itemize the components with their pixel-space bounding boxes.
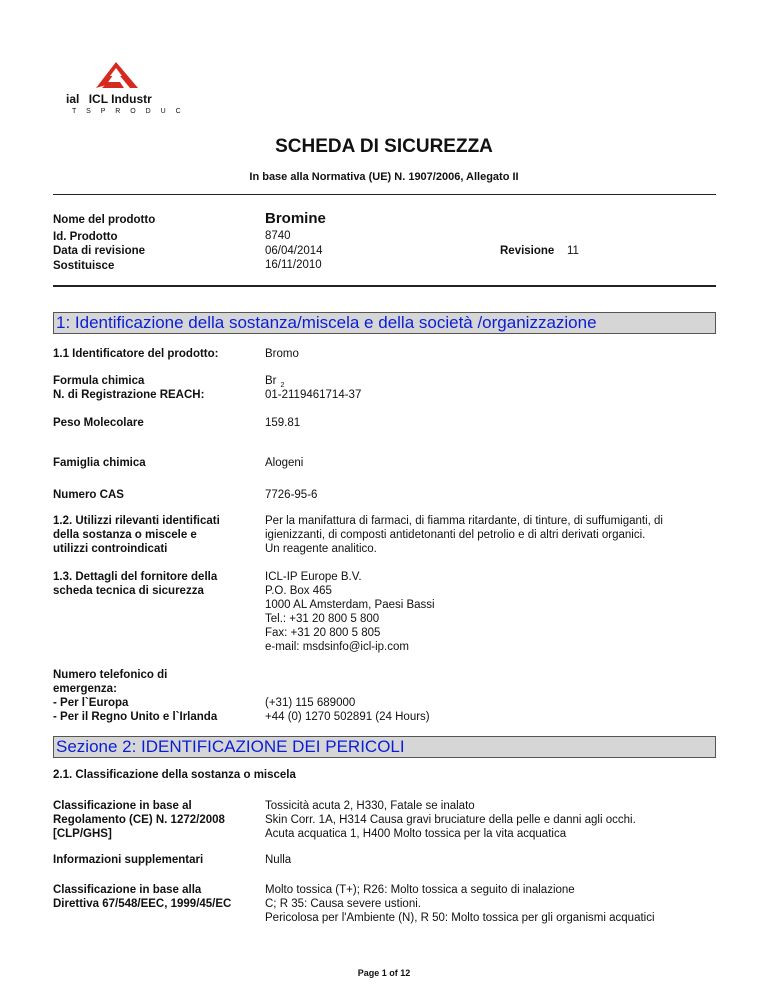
regulation-subtitle: In base alla Normativa (UE) N. 1907/2006, Allegato II [249, 171, 519, 183]
product-name-value: Bromine [265, 210, 326, 227]
clp-label [53, 799, 225, 841]
directive-label [53, 883, 231, 911]
supplier-label-line: scheda tecnica di sicurezza [53, 585, 204, 597]
divider [53, 194, 716, 195]
cas-label: Numero CAS [53, 489, 124, 501]
formula-subscript: 2 [280, 382, 285, 389]
uses-label-line: utilizzi controindicati [53, 543, 168, 555]
supplier-city: 1000 AL Amsterdam, Paesi Bassi [265, 599, 435, 611]
divider [53, 285, 716, 287]
section-1-heading: 1: Identificazione della sostanza/miscela e della società /organizzazione [53, 312, 716, 334]
page-of: of [389, 968, 398, 978]
revision-label: Revisione [500, 245, 555, 257]
supplier-value [265, 570, 435, 654]
extra-info-value: Nulla [265, 854, 292, 866]
reach-label: N. di Registrazione REACH: [53, 389, 205, 401]
logo-text-bottom: T S P R O D U C [72, 108, 185, 115]
emergency-label-europe: - Per l`Europa [53, 697, 129, 709]
directive-label-line: Direttiva 67/548/EEC, 1999/45/EC [53, 898, 232, 910]
supplier-label-line: 1.3. Dettagli del fornitore della [53, 571, 218, 583]
emergency-phone-uk: +44 (0) 1270 502891 (24 Hours) [265, 711, 430, 723]
emergency-label [53, 668, 217, 724]
family-value: Alogeni [265, 457, 304, 469]
revision-date-label: Data di revisione [53, 245, 146, 257]
emergency-label-uk: - Per il Regno Unito e l`Irlanda [53, 711, 218, 723]
uses-value [265, 514, 663, 556]
mw-value: 159.81 [265, 417, 301, 429]
revision-value: 11 [567, 245, 579, 257]
mw-label: Peso Molecolare [53, 417, 144, 429]
supplier-po-box: P.O. Box 465 [265, 585, 332, 597]
clp-hazard: Tossicità acuta 2, H330, Fatale se inalato [265, 800, 475, 812]
emergency-label-line: Numero telefonico di [53, 669, 168, 681]
clp-hazard: Acuta acquatica 1, H400 Molto tossica per la vita acquatica [265, 828, 567, 840]
page-label: Page [357, 968, 380, 978]
uses-label [53, 514, 220, 556]
page-current: 1 [381, 968, 387, 978]
directive-hazard: C; R 35: Causa severe ustioni. [265, 898, 421, 910]
supplier-company: ICL-IP Europe B.V. [265, 571, 362, 583]
uses-value-line: Un reagente analitico. [265, 543, 377, 555]
replaces-label: Sostituisce [53, 260, 115, 272]
directive-hazard: Molto tossica (T+); R26: Molto tossica a seguito di inalazione [265, 884, 575, 896]
family-label: Famiglia chimica [53, 457, 146, 469]
emergency-phone-europe: (+31) 115 689000 [265, 697, 356, 709]
logo-text-brand: ICL Industr [88, 92, 152, 106]
company-logo [66, 58, 185, 120]
uses-label-line: della sostanza o miscele e [53, 529, 197, 541]
uses-value-line: Per la manifattura di farmaci, di fiamma ritardante, di tinture, di suffumiganti, di [265, 515, 663, 527]
directive-value [265, 883, 655, 925]
supplier-email: e-mail: msdsinfo@icl-ip.com [265, 641, 409, 653]
logo-text-prefix: ial [66, 92, 80, 106]
emergency-label-line: emergenza: [53, 683, 117, 695]
supplier-tel: Tel.: +31 20 800 5 800 [265, 613, 380, 625]
page-title: SCHEDA DI SICUREZZA [275, 136, 493, 157]
page-number [0, 968, 768, 978]
page-total: 12 [400, 968, 411, 978]
emergency-value [265, 696, 430, 724]
clp-value [265, 799, 636, 841]
clp-label-line: [CLP/GHS] [53, 828, 112, 840]
formula-label: Formula chimica [53, 375, 145, 387]
revision-date-value: 06/04/2014 [265, 245, 323, 257]
directive-hazard: Pericolosa per l'Ambiente (N), R 50: Molto tossica per gli organismi acquatici [265, 912, 655, 924]
replaces-value: 16/11/2010 [265, 259, 322, 271]
cas-value: 7726-95-6 [265, 489, 318, 501]
clp-label-line: Classificazione in base al [53, 800, 192, 812]
classification-subheading: 2.1. Classificazione della sostanza o miscela [53, 769, 296, 781]
extra-info-label: Informazioni supplementari [53, 854, 204, 866]
clp-hazard: Skin Corr. 1A, H314 Causa gravi bruciature della pelle e danni agli occhi. [265, 814, 636, 826]
product-identifier-value: Bromo [265, 348, 299, 360]
product-identifier-label: 1.1 Identificatore del prodotto: [53, 348, 219, 360]
supplier-label [53, 570, 217, 598]
directive-label-line: Classificazione in base alla [53, 884, 202, 896]
uses-value-line: igienizzanti, di composti antidetonanti del petrolio e di altri derivati organici. [265, 529, 646, 541]
clp-label-line: Regolamento (CE) N. 1272/2008 [53, 814, 225, 826]
section-2-heading: Sezione 2: IDENTIFICAZIONE DEI PERICOLI [53, 736, 716, 758]
reach-value: 01-2119461714-37 [265, 389, 362, 401]
uses-label-line: 1.2. Utilizzi rilevanti identificati [53, 515, 220, 527]
product-id-value: 8740 [265, 230, 291, 242]
supplier-fax: Fax: +31 20 800 5 805 [265, 627, 381, 639]
product-name-label: Nome del prodotto [53, 214, 156, 226]
formula-main: Br [265, 375, 277, 387]
product-id-label: Id. Prodotto [53, 231, 118, 243]
